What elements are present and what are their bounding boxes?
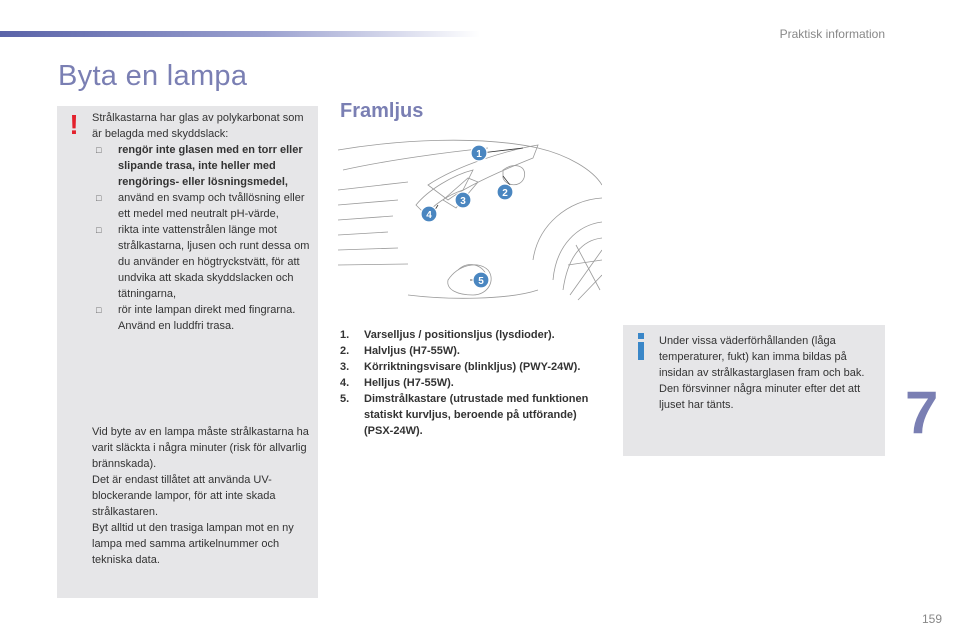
warning-item: □ använd en svamp och tvållösning eller ett medel med neutralt pH-värde, [92,190,314,222]
info-panel [623,325,885,456]
bulb-list-item [340,343,605,359]
warning-item: □ rör inte lampan direkt med fingrarna. Använd en luddfri trasa. [92,302,314,334]
section-heading: Framljus [340,100,424,122]
warning-icon: ! [69,109,79,140]
bulb-text: Halvljus (H7-55W). [364,345,460,357]
bulb-text: Helljus (H7-55W). [364,377,454,389]
bulb-text: Körriktningsvisare (blinkljus) (PWY-24W). [364,361,581,373]
callout-label: 2 [502,188,508,199]
callout-label: 5 [478,276,484,287]
callout-label: 4 [426,210,432,221]
warning-item: □ rikta inte vattenstrålen länge mot strålkastarna, ljusen och runt dessa om du använder en högtryckstvätt, för att undvika att skada skyddslacken och tätningarna, [92,222,314,302]
warning-panel [57,106,318,598]
bulb-change-note: Vid byte av en lampa måste strålkastarna ha varit släckta i några minuter (risk för allvarlig brännskada). Det är endast tillåtet att använda UV-blockerande lampor, för att inte skada strålkastaren. Byt alltid ut den trasiga lampan mot en ny lampa med samma artikelnummer och tekniska data. [92,426,309,566]
bulb-list-item [340,375,605,391]
info-icon [635,333,647,361]
header-accent-bar [0,31,480,37]
bulb-list-item [340,327,605,343]
bulb-number: 5. [340,393,350,405]
headlamp-illustration [338,130,602,310]
chapter-number: 7 [905,379,939,446]
callout-label: 3 [460,196,466,207]
section-label: Praktisk information [779,27,885,41]
bulb-list [340,327,605,439]
warning-list [92,142,314,334]
bulb-number: 4. [340,377,350,389]
warning-item: □ rengör inte glasen med en torr eller slipande trasa, inte heller med rengörings- eller lösningsmedel, [92,142,314,190]
bulb-text: Dimstrålkastare (utrustade med funktionen statiskt kurvljus, beroende på utförande) (PSX-24W). [364,393,589,437]
info-text: Under vissa väderförhållanden (låga temperaturer, fukt) kan imma bildas på insidan av strålkastarglasen fram och bak. Den försvinner några minuter efter det att ljuset har tänts. [659,335,865,411]
warning-intro: Strålkastarna har glas av polykarbonat som är belagda med skyddslack: [92,112,304,140]
callout-label: 1 [476,149,482,160]
bulb-text: Varselljus / positionsljus (lysdioder). [364,329,555,341]
warning-text [92,110,314,334]
bulb-number: 3. [340,361,350,373]
bulb-list-item [340,391,605,439]
page-number: 159 [921,612,942,626]
bulb-number: 1. [340,329,350,341]
bulb-number: 2. [340,345,350,357]
page-title: Byta en lampa [58,60,248,92]
bulb-list-item [340,359,605,375]
